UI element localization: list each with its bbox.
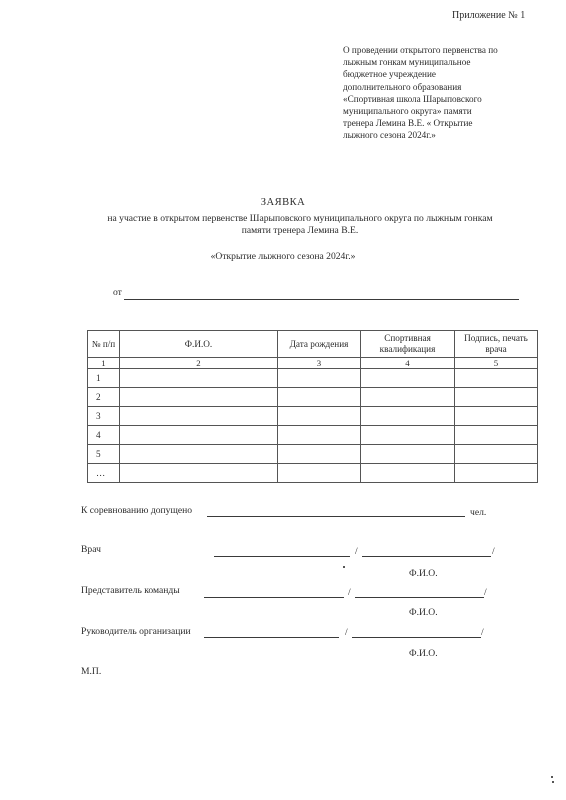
scan-speck <box>343 566 345 568</box>
separator-slash: / <box>348 587 351 598</box>
table-row <box>88 407 538 426</box>
doctor-name-caption: Ф.И.О. <box>409 568 438 579</box>
appendix-subject <box>343 44 533 142</box>
row-number: 1 <box>88 369 120 388</box>
column-number-row <box>88 358 538 369</box>
birthdate-cell[interactable] <box>278 426 361 445</box>
signature-cell[interactable] <box>455 369 538 388</box>
column-number: 1 <box>88 358 120 369</box>
representative-signature-field[interactable] <box>204 597 344 598</box>
qualification-cell[interactable] <box>361 369 455 388</box>
separator-slash: / <box>484 587 487 598</box>
row-number: 3 <box>88 407 120 426</box>
subject-line: «Спортивная школа Шарыповского <box>343 93 482 104</box>
admitted-label: К соревнованию допущено <box>81 505 193 516</box>
qualification-cell[interactable] <box>361 388 455 407</box>
admitted-unit: чел. <box>470 507 487 518</box>
column-number: 3 <box>278 358 361 369</box>
table-row <box>88 388 538 407</box>
row-number: 4 <box>88 426 120 445</box>
signature-cell[interactable] <box>455 388 538 407</box>
column-number: 4 <box>361 358 455 369</box>
name-cell[interactable] <box>120 426 278 445</box>
name-cell[interactable] <box>120 464 278 483</box>
separator-slash: / <box>481 627 484 638</box>
representative-name-field[interactable] <box>355 597 484 598</box>
from-field[interactable] <box>124 299 519 300</box>
from-label: от <box>113 287 122 298</box>
entry-table <box>87 330 538 483</box>
birthdate-cell[interactable] <box>278 388 361 407</box>
representative-name-caption: Ф.И.О. <box>409 607 438 618</box>
subject-line: тренера Лемина В.Е. « Открытие <box>343 118 473 129</box>
stamp-placeholder: М.П. <box>81 666 102 677</box>
scan-speck <box>551 776 553 778</box>
qualification-cell[interactable] <box>361 426 455 445</box>
separator-slash: / <box>355 546 358 557</box>
column-header-qualification: Спортивная квалификация <box>361 331 455 358</box>
signature-cell[interactable] <box>455 407 538 426</box>
event-name: «Открытие лыжного сезона 2024г.» <box>210 251 356 262</box>
column-header-name: Ф.И.О. <box>120 331 278 358</box>
subject-line: муниципального округа» памяти <box>343 106 472 117</box>
doctor-name-field[interactable] <box>362 556 491 557</box>
subtitle-line: на участие в открытом первенстве Шарыповского муниципального округа по лыжным гонкам <box>107 213 493 224</box>
doctor-signature-field[interactable] <box>214 556 350 557</box>
representative-label: Представитель команды <box>81 585 180 596</box>
name-cell[interactable] <box>120 445 278 464</box>
table-row <box>88 445 538 464</box>
subject-line: лыжного сезона 2024г.» <box>343 130 436 141</box>
subject-line: дополнительного образования <box>343 81 462 92</box>
name-cell[interactable] <box>120 388 278 407</box>
qualification-cell[interactable] <box>361 464 455 483</box>
table-row <box>88 464 538 483</box>
subtitle-line: памяти тренера Лемина В.Е. <box>241 225 359 236</box>
column-header-number: № п/п <box>88 331 120 358</box>
signature-cell[interactable] <box>455 426 538 445</box>
table-row <box>88 369 538 388</box>
director-name-caption: Ф.И.О. <box>409 648 438 659</box>
director-signature-field[interactable] <box>204 637 339 638</box>
document-title: ЗАЯВКА <box>260 197 306 208</box>
birthdate-cell[interactable] <box>278 464 361 483</box>
subject-line: бюджетное учреждение <box>343 69 436 80</box>
qualification-cell[interactable] <box>361 407 455 426</box>
column-header-signature: Подпись, печать врача <box>455 331 538 358</box>
row-number: 5 <box>88 445 120 464</box>
column-number: 2 <box>120 358 278 369</box>
row-number: … <box>88 464 120 483</box>
name-cell[interactable] <box>120 369 278 388</box>
column-header-birthdate: Дата рождения <box>278 331 361 358</box>
document-subtitle <box>60 213 540 237</box>
scan-speck <box>552 781 554 783</box>
signature-cell[interactable] <box>455 464 538 483</box>
birthdate-cell[interactable] <box>278 445 361 464</box>
row-number: 2 <box>88 388 120 407</box>
subject-line: лыжным гонкам муниципальное <box>343 57 471 68</box>
admitted-count-field[interactable] <box>207 516 465 517</box>
birthdate-cell[interactable] <box>278 407 361 426</box>
table-header-row <box>88 331 538 358</box>
separator-slash: / <box>492 546 495 557</box>
name-cell[interactable] <box>120 407 278 426</box>
appendix-label: Приложение № 1 <box>452 10 526 21</box>
signature-cell[interactable] <box>455 445 538 464</box>
director-name-field[interactable] <box>352 637 481 638</box>
doctor-label: Врач <box>81 544 101 555</box>
director-label: Руководитель организации <box>81 626 191 637</box>
table-row <box>88 426 538 445</box>
qualification-cell[interactable] <box>361 445 455 464</box>
column-number: 5 <box>455 358 538 369</box>
birthdate-cell[interactable] <box>278 369 361 388</box>
subject-line: О проведении открытого первенства по <box>343 45 498 55</box>
separator-slash: / <box>345 627 348 638</box>
